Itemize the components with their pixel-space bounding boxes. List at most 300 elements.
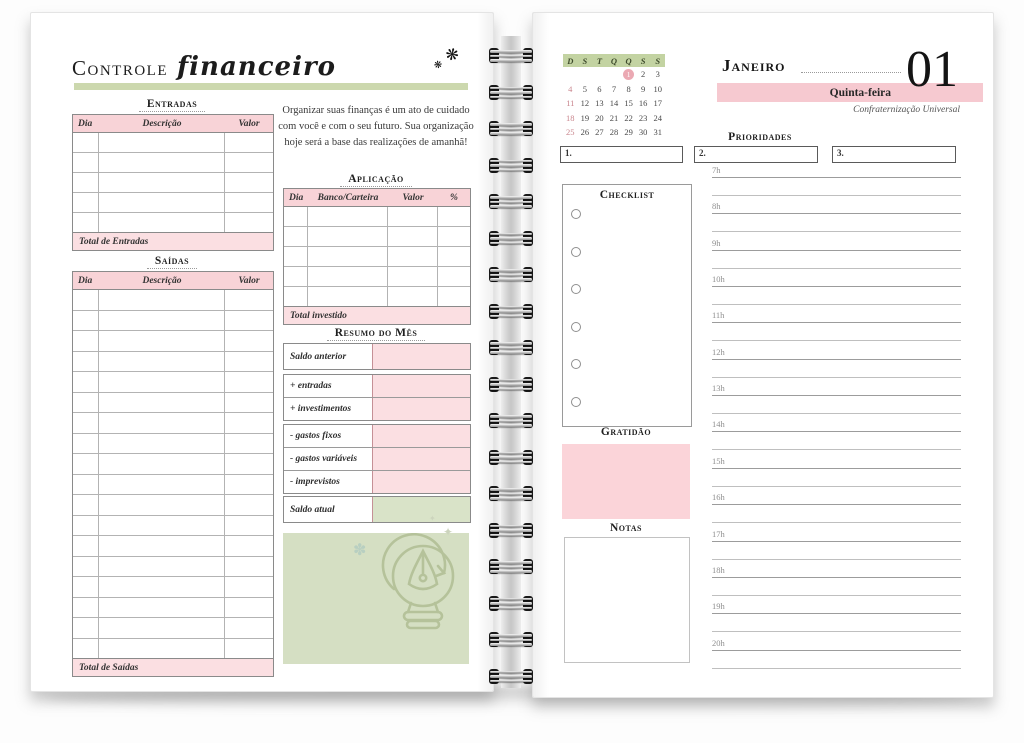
spiral-ring [489,377,533,392]
saidas-row [73,536,273,557]
hour-line[interactable] [712,286,961,287]
saidas-cell[interactable] [225,475,273,495]
saidas-cell[interactable] [99,434,225,454]
aplicacao-heading: Aplicação [283,173,469,187]
ring-wire [490,123,532,126]
saidas-cell[interactable] [73,434,99,454]
saidas-cell[interactable] [73,639,99,659]
resumo-value-cell[interactable] [372,448,470,470]
calendar-weekday: Q [610,55,618,66]
hour-line[interactable] [712,177,961,178]
saidas-row [73,393,273,414]
calendar-day: 25 [566,127,575,138]
ring-wire [490,169,532,172]
calendar-day [563,67,578,82]
aplicacao-cell[interactable] [284,227,308,246]
aplicacao-cell[interactable] [308,267,388,286]
calendar-day: 12 [580,98,590,109]
ring-wire [490,274,532,277]
aplicacao-cell[interactable] [438,207,470,226]
checklist-circle[interactable] [571,209,581,219]
saidas-cell[interactable] [225,516,273,536]
checklist-circle[interactable] [571,322,581,332]
half-hour-line[interactable] [712,377,961,378]
half-hour-line[interactable] [712,595,961,596]
priority-number: 1. [565,148,572,158]
hour-line[interactable] [712,359,961,360]
entradas-cell[interactable] [99,153,225,172]
aplicacao-cell[interactable] [388,247,438,266]
ring-wire [490,205,532,208]
saidas-cell[interactable] [73,352,99,372]
saidas-row [73,331,273,352]
spiral-ring [489,158,533,173]
calendar-day: 29 [624,127,633,138]
ring-wire [490,342,532,345]
saidas-cell[interactable] [99,598,225,618]
entradas-cell[interactable] [73,213,99,232]
spiral-ring [489,596,533,611]
hour-line[interactable] [712,213,961,214]
calendar-day: 15 [624,98,633,109]
half-hour-line[interactable] [712,268,961,269]
saidas-cell[interactable] [73,311,99,331]
saidas-cell[interactable] [225,454,273,474]
saidas-cell[interactable] [73,516,99,536]
entradas-cell[interactable] [225,133,273,152]
ring-wire [490,488,532,491]
title-underline [74,83,468,90]
entradas-cell[interactable] [225,193,273,212]
ring-wire [490,242,532,245]
hour-label: 19h [712,601,725,612]
saidas-row [73,598,273,619]
entradas-cell[interactable] [73,173,99,192]
saidas-total-row: Total de Saídas [73,659,273,676]
aplicacao-cell[interactable] [308,247,388,266]
half-hour-line[interactable] [712,486,961,487]
calendar-day: 19 [580,112,590,123]
ring-wire [490,351,532,354]
spiral-ring [489,304,533,319]
resumo-row [284,448,470,471]
resumo-value-cell[interactable] [372,344,470,369]
entradas-cell[interactable] [99,133,225,152]
weekday-label: Quinta-feira [829,86,891,99]
entradas-row [73,173,273,193]
aplicacao-column-header: % [450,192,458,203]
ring-wire [490,415,532,418]
saidas-cell[interactable] [225,598,273,618]
saidas-cell[interactable] [225,393,273,413]
entradas-cell[interactable] [99,193,225,212]
ring-wire [490,87,532,90]
calendar-week-row [563,82,665,97]
saidas-cell[interactable] [225,618,273,638]
spiral-ring [489,340,533,355]
aplicacao-column-header: Banco/Carteira [317,192,379,203]
calendar-day: 6 [597,83,602,94]
half-hour-line[interactable] [712,449,961,450]
aplicacao-row [284,267,470,287]
entradas-cell[interactable] [225,213,273,232]
saidas-cell[interactable] [225,311,273,331]
aplicacao-cell[interactable] [438,287,470,306]
saidas-cell[interactable] [73,618,99,638]
resumo-label: + entradas [290,381,332,391]
half-hour-line[interactable] [712,668,961,669]
calendar-week-row [563,96,665,111]
calendar-day: 18 [566,112,575,123]
calendar-weekday: S [582,55,588,66]
prioridades-heading: Prioridades [728,131,792,143]
priority-box[interactable] [694,146,818,163]
resumo-label: + investimentos [290,404,352,414]
entradas-row [73,133,273,153]
aplicacao-cell[interactable] [284,267,308,286]
spiral-ring [489,486,533,501]
page-title-script: financeiro [177,52,337,82]
saidas-header-row [73,272,273,290]
spiral-ring [489,523,533,538]
calendar-day: 4 [568,83,573,94]
aplicacao-cell[interactable] [438,227,470,246]
saidas-cell[interactable] [99,372,225,392]
entradas-row [73,193,273,213]
calendar-day: 21 [609,112,619,123]
resumo-label: - gastos fixos [290,431,342,441]
ring-wire [490,671,532,674]
calendar-day: 9 [641,83,646,94]
calendar-weekday-row [563,54,665,67]
spiral-ring [489,669,533,684]
saidas-cell[interactable] [73,290,99,310]
calendar-day [592,67,607,82]
hour-line[interactable] [712,504,961,505]
hour-line[interactable] [712,541,961,542]
calendar-week-row [563,67,665,82]
page-title [72,52,336,82]
hour-label: 16h [712,492,725,503]
saidas-row [73,290,273,311]
saidas-cell[interactable] [73,372,99,392]
calendar-day: 17 [653,98,662,109]
saidas-table [72,271,274,677]
notas-box[interactable] [564,537,690,663]
resumo-heading: Resumo do Mês [283,327,469,341]
resumo-row [284,497,470,522]
saidas-cell[interactable] [73,331,99,351]
saidas-body [73,290,273,659]
aplicacao-cell[interactable] [388,287,438,306]
notas-heading: Notas [610,522,642,534]
hour-label: 20h [712,637,725,648]
gratidao-heading: Gratidão [600,426,652,438]
hour-line[interactable] [712,577,961,578]
calendar-day [607,67,622,82]
saidas-row [73,495,273,516]
hour-line[interactable] [712,431,961,432]
saidas-cell[interactable] [73,557,99,577]
ring-wire [490,233,532,236]
half-hour-line[interactable] [712,631,961,632]
ring-wire [490,55,532,58]
entradas-body [73,133,273,233]
gratidao-box[interactable] [562,444,690,519]
calendar-weekday: S [655,55,661,66]
half-hour-line[interactable] [712,413,961,414]
resumo-value-cell[interactable] [372,375,470,397]
saidas-cell[interactable] [73,495,99,515]
saidas-cell[interactable] [225,536,273,556]
hour-label: 12h [712,346,725,357]
spiral-ring [489,450,533,465]
calendar-weekday: S [640,55,646,66]
aplicacao-cell[interactable] [284,287,308,306]
resumo-value-cell[interactable] [372,497,470,522]
resumo-value-cell[interactable] [372,471,470,493]
ring-wire [490,237,532,240]
saidas-row [73,577,273,598]
aplicacao-table [283,188,471,325]
entradas-cell[interactable] [225,173,273,192]
ring-wire [490,497,532,500]
ring-wire [490,456,532,459]
calendar-day: 28 [609,127,619,138]
saidas-row [73,516,273,537]
entradas-cell[interactable] [73,193,99,212]
ring-wire [490,680,532,683]
calendar-day: 31 [653,127,662,138]
saidas-cell[interactable] [225,434,273,454]
saidas-cell[interactable] [225,577,273,597]
ring-wire [490,452,532,455]
aplicacao-cell[interactable] [284,247,308,266]
dotted-leader [801,58,901,73]
entradas-row [73,213,273,233]
saidas-cell[interactable] [73,454,99,474]
saidas-row [73,475,273,496]
priority-number: 2. [699,148,706,158]
saidas-cell[interactable] [99,454,225,474]
ring-wire [490,278,532,281]
resumo-row [284,344,470,369]
ring-wire [490,50,532,53]
calendar-day: 1 [621,67,636,82]
priority-box[interactable] [832,146,956,163]
spiral-ring [489,85,533,100]
entradas-header-row [73,115,273,133]
resumo-label: - gastos variáveis [290,454,358,464]
saidas-cell[interactable] [225,557,273,577]
intro-quote: Organizar suas finanças é um ato de cuidado com você e com o seu futuro. Sua organização hoje será a base das realizações de amanhã! [278,105,474,148]
checklist-circle[interactable] [571,397,581,407]
ring-wire [490,347,532,350]
ring-wire [490,310,532,313]
entradas-column-header: Descrição [142,118,182,129]
half-hour-line[interactable] [712,195,961,196]
spiral-ring [489,267,533,282]
saidas-cell[interactable] [99,639,225,659]
aplicacao-column-header: Dia [289,192,304,203]
entradas-heading: Entradas [72,98,272,112]
resumo-group [283,496,471,523]
saidas-cell[interactable] [225,331,273,351]
hour-line[interactable] [712,650,961,651]
saidas-cell[interactable] [99,495,225,515]
resumo-row [284,375,470,398]
saidas-cell[interactable] [99,618,225,638]
ring-wire [490,59,532,62]
ring-wire [490,196,532,199]
resumo-value-cell[interactable] [372,398,470,420]
aplicacao-row [284,287,470,307]
ring-wire [490,570,532,573]
saidas-cell[interactable] [225,290,273,310]
aplicacao-cell[interactable] [388,227,438,246]
ring-wire [490,534,532,537]
half-hour-line[interactable] [712,231,961,232]
ring-wire [490,529,532,532]
resumo-group [283,424,471,494]
saidas-cell[interactable] [99,413,225,433]
calendar-day: 24 [653,112,662,123]
aplicacao-row [284,227,470,247]
entradas-total-row: Total de Entradas [73,233,273,250]
ring-wire [490,128,532,131]
lightbulb-pen-icon [283,533,469,664]
entradas-cell[interactable] [73,133,99,152]
hour-line[interactable] [712,468,961,469]
saidas-cell[interactable] [99,475,225,495]
aplicacao-row [284,247,470,267]
checklist-circle[interactable] [571,359,581,369]
aplicacao-header-row [284,189,470,207]
saidas-row [73,413,273,434]
half-hour-line[interactable] [712,340,961,341]
entradas-cell[interactable] [99,173,225,192]
saidas-cell[interactable] [73,536,99,556]
ring-wire [490,201,532,204]
saidas-column-header: Descrição [142,275,182,286]
saidas-cell[interactable] [225,352,273,372]
half-hour-line[interactable] [712,522,961,523]
spiral-ring [489,559,533,574]
ring-wire [490,379,532,382]
saidas-cell[interactable] [73,393,99,413]
ring-wire [490,132,532,135]
saidas-cell[interactable] [73,598,99,618]
ring-wire [490,164,532,167]
flower-icon: ✽ [353,542,367,559]
saidas-row [73,372,273,393]
sparkle-icon: ✦ [443,525,454,539]
hour-label: 18h [712,564,725,575]
entradas-cell[interactable] [73,153,99,172]
aplicacao-cell[interactable] [388,207,438,226]
calendar-weekday: Q [625,55,632,66]
ring-wire [490,91,532,94]
calendar-week-row [563,111,665,126]
aplicacao-cell[interactable] [284,207,308,226]
hour-line[interactable] [712,613,961,614]
saidas-row [73,352,273,373]
resumo-value-cell[interactable] [372,425,470,447]
illustration-box [283,533,469,664]
calendar-day: 16 [638,98,648,109]
hour-line[interactable] [712,395,961,396]
saidas-row [73,454,273,475]
decor-flower-icon: ❋ [433,59,444,72]
entradas-cell[interactable] [99,213,225,232]
saidas-cell[interactable] [99,393,225,413]
hour-line[interactable] [712,322,961,323]
saidas-cell[interactable] [99,536,225,556]
hour-label: 7h [712,165,721,175]
calendar-day: 2 [641,69,646,80]
aplicacao-cell[interactable] [308,287,388,306]
hour-label: 15h [712,455,725,466]
resumo-group [283,343,471,370]
ring-wire [490,598,532,601]
saidas-cell[interactable] [99,577,225,597]
resumo-row [284,471,470,493]
saidas-row [73,557,273,578]
ring-wire [490,643,532,646]
entradas-column-header: Valor [238,118,260,129]
hour-line[interactable] [712,250,961,251]
saidas-cell[interactable] [73,475,99,495]
saidas-cell[interactable] [99,311,225,331]
half-hour-line[interactable] [712,304,961,305]
saidas-cell[interactable] [225,639,273,659]
saidas-row [73,311,273,332]
saidas-cell[interactable] [99,516,225,536]
aplicacao-cell[interactable] [388,267,438,286]
saidas-cell[interactable] [225,495,273,515]
holiday-label: Confraternização Universal [853,105,960,115]
saidas-cell[interactable] [225,372,273,392]
resumo-row [284,398,470,420]
sparkle-icon: ✦ [429,514,436,523]
aplicacao-body [284,207,470,307]
saidas-cell[interactable] [73,413,99,433]
resumo-row [284,425,470,448]
saidas-cell[interactable] [99,290,225,310]
checklist-circle[interactable] [571,247,581,257]
aplicacao-cell[interactable] [308,227,388,246]
ring-wire [490,388,532,391]
saidas-cell[interactable] [99,352,225,372]
saidas-cell[interactable] [225,413,273,433]
aplicacao-cell[interactable] [438,247,470,266]
priority-box[interactable] [560,146,683,163]
saidas-cell[interactable] [99,331,225,351]
hour-label: 10h [712,274,725,285]
checklist-circle[interactable] [571,284,581,294]
saidas-cell[interactable] [99,557,225,577]
checklist-heading: Checklist [599,189,655,201]
aplicacao-cell[interactable] [438,267,470,286]
calendar-day: 3 [655,69,660,80]
aplicacao-cell[interactable] [308,207,388,226]
half-hour-line[interactable] [712,559,961,560]
entradas-cell[interactable] [225,153,273,172]
hour-label: 13h [712,383,725,394]
spiral-ring [489,194,533,209]
spiral-ring [489,48,533,63]
saidas-cell[interactable] [73,577,99,597]
